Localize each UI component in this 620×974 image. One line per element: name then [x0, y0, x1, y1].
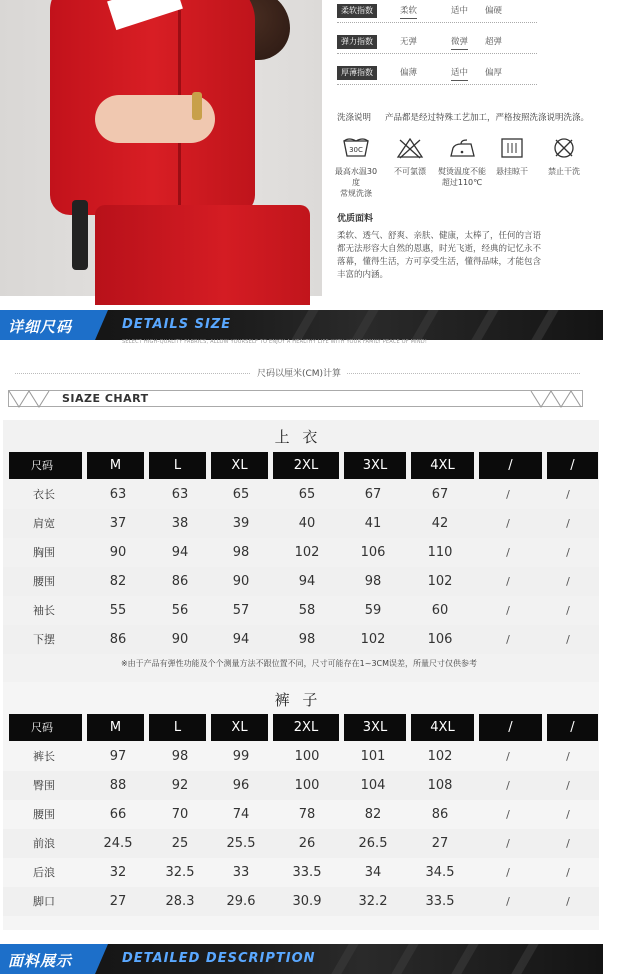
value-cell: 32 — [109, 865, 127, 880]
table-row — [3, 596, 599, 625]
wash-icon-cell — [539, 136, 589, 177]
value-cell: 97 — [109, 749, 127, 764]
value-cell: 57 — [232, 603, 250, 618]
table-row — [3, 567, 599, 596]
value-cell: 40 — [298, 516, 316, 531]
slash-cell: / — [566, 895, 570, 908]
table-row — [3, 480, 599, 509]
slash-cell: / — [566, 808, 570, 821]
indicator-divider — [337, 53, 537, 54]
indicator-option: 超弹 — [485, 37, 503, 47]
value-cell: 94 — [298, 574, 316, 589]
wash-description: 产品都是经过特殊工艺加工，严格按照洗涤说明洗涤。 — [385, 113, 590, 123]
value-cell: 32.2 — [358, 894, 388, 909]
caption-line: 禁止干洗 — [548, 167, 580, 176]
wash-icon-caption — [385, 166, 435, 177]
value-cell: 27 — [109, 894, 127, 909]
fabric-title: 优质面料 — [337, 214, 374, 224]
value-cell: 34.5 — [425, 865, 455, 880]
value-cell: 106 — [427, 632, 453, 647]
wash-title: 洗涤说明 — [337, 113, 372, 123]
caption-line: 最高水温30度 — [334, 167, 378, 187]
table-row — [3, 742, 599, 771]
slash-cell: / — [506, 837, 510, 850]
value-cell: 98 — [171, 749, 189, 764]
caption-line: 熨烫温度不能 — [438, 167, 486, 176]
svg-text:30C: 30C — [349, 146, 363, 154]
row-label: 下摆 — [33, 633, 55, 646]
wash-icon-caption — [539, 166, 589, 177]
value-cell: 90 — [232, 574, 250, 589]
value-cell: 33 — [232, 865, 250, 880]
indicator-option: 微弹 — [451, 35, 468, 50]
indicator-option: 偏厚 — [485, 68, 503, 78]
value-cell: 65 — [232, 487, 250, 502]
table-row — [3, 771, 599, 800]
value-cell: 92 — [171, 778, 189, 793]
fabric-line: 落幕，懂得生活，方可享受生活，懂得品味，才能包含 — [337, 257, 542, 267]
value-cell: 102 — [427, 749, 453, 764]
value-cell: 82 — [109, 574, 127, 589]
indicator-row — [333, 66, 603, 82]
row-label: 腰围 — [33, 575, 55, 588]
banner-english-title: DETAILS SIZE — [122, 317, 232, 332]
value-cell: 63 — [171, 487, 189, 502]
row-label: 袖长 — [33, 604, 55, 617]
value-cell: 55 — [109, 603, 127, 618]
slash-cell: / — [506, 895, 510, 908]
no-dry-clean-icon — [549, 136, 579, 160]
value-cell: 39 — [232, 516, 250, 531]
siaze-chart-bar — [8, 390, 583, 407]
value-cell: 101 — [360, 749, 386, 764]
indicator-label: 柔软指数 — [337, 4, 377, 18]
wash-icon-caption — [487, 166, 537, 177]
value-cell: 25.5 — [226, 836, 256, 851]
header-size-col: 4XL — [411, 452, 474, 479]
header-size-col: / — [479, 452, 542, 479]
table-row — [3, 538, 599, 567]
product-info-panel — [333, 0, 603, 296]
header-size-col: 3XL — [344, 452, 406, 479]
value-cell: 33.5 — [292, 865, 322, 880]
value-cell: 100 — [294, 749, 320, 764]
indicator-option: 偏硬 — [485, 6, 503, 16]
wash-icon-caption — [331, 166, 381, 199]
indicator-option: 无弹 — [400, 37, 418, 47]
product-top-section — [0, 0, 620, 296]
indicator-divider — [337, 22, 537, 23]
value-cell: 28.3 — [165, 894, 195, 909]
indicator-option: 适中 — [451, 6, 469, 16]
banner2-english-title: DETAILED DESCRIPTION — [122, 951, 316, 966]
slash-cell: / — [506, 808, 510, 821]
value-cell: 106 — [360, 545, 386, 560]
value-cell: 99 — [232, 749, 250, 764]
indicator-divider — [337, 84, 537, 85]
slash-cell: / — [506, 604, 510, 617]
chevron-right-decoration-icon — [529, 391, 584, 408]
value-cell: 98 — [298, 632, 316, 647]
value-cell: 86 — [109, 632, 127, 647]
fabric-line: 丰富的内涵。 — [337, 270, 389, 280]
value-cell: 110 — [427, 545, 453, 560]
slash-cell: / — [566, 546, 570, 559]
hang-dry-icon — [497, 136, 527, 160]
fabric-line: 都无法形容大自然的恩惠，时光飞逝，经典的记忆永不 — [337, 244, 542, 254]
value-cell: 108 — [427, 778, 453, 793]
slash-cell: / — [566, 779, 570, 792]
value-cell: 29.6 — [226, 894, 256, 909]
indicator-label: 厚薄指数 — [337, 66, 377, 80]
chevron-left-decoration-icon — [9, 391, 54, 408]
value-cell: 67 — [364, 487, 382, 502]
slash-cell: / — [566, 517, 570, 530]
table-row — [3, 887, 599, 916]
slash-cell: / — [566, 866, 570, 879]
caption-line: 不可氯漂 — [394, 167, 426, 176]
unit-note — [0, 366, 598, 379]
value-cell: 24.5 — [103, 836, 133, 851]
value-cell: 60 — [431, 603, 449, 618]
siaze-chart-title: SIAZE CHART — [62, 392, 149, 405]
slash-cell: / — [506, 517, 510, 530]
value-cell: 70 — [171, 807, 189, 822]
indicator-option: 柔软 — [400, 4, 417, 19]
wash-icon-cell — [437, 136, 487, 188]
slash-cell: / — [506, 750, 510, 763]
value-cell: 102 — [360, 632, 386, 647]
bracelet — [192, 92, 202, 120]
indicator-option: 偏薄 — [400, 68, 418, 78]
detailed-description-banner — [0, 944, 603, 974]
wash-30-icon — [341, 136, 371, 160]
slash-cell: / — [506, 546, 510, 559]
value-cell: 98 — [232, 545, 250, 560]
value-cell: 102 — [294, 545, 320, 560]
value-cell: 26.5 — [358, 836, 388, 851]
header-size-label: 尺码 — [9, 714, 82, 741]
value-cell: 25 — [171, 836, 189, 851]
value-cell: 66 — [109, 807, 127, 822]
value-cell: 104 — [360, 778, 386, 793]
header-size-col: L — [149, 452, 206, 479]
value-cell: 42 — [431, 516, 449, 531]
value-cell: 78 — [298, 807, 316, 822]
table-row — [3, 829, 599, 858]
caption-line: 超过110℃ — [441, 178, 483, 187]
slash-cell: / — [506, 488, 510, 501]
red-pants — [95, 205, 310, 305]
value-cell: 90 — [109, 545, 127, 560]
value-cell: 65 — [298, 487, 316, 502]
measure-note: ※由于产品有弹性功能及个个测量方法不跟位置不同，尺寸可能存在1~3CM误差，所量尺寸仅供参考 — [120, 659, 478, 668]
wash-icon-cell — [385, 136, 435, 177]
value-cell: 38 — [171, 516, 189, 531]
indicator-row — [333, 4, 603, 20]
row-label: 肩宽 — [33, 517, 55, 530]
slash-cell: / — [566, 604, 570, 617]
indicator-option: 适中 — [451, 66, 468, 81]
fabric-description — [337, 230, 562, 282]
value-cell: 67 — [431, 487, 449, 502]
top-table-title: 上 衣 — [274, 428, 322, 446]
slash-cell: / — [566, 575, 570, 588]
header-size-col: / — [479, 714, 542, 741]
wash-icon-caption — [437, 166, 487, 188]
banner2-tag-text: 面料展示 — [8, 952, 73, 970]
header-size-col: 3XL — [344, 714, 406, 741]
slash-cell: / — [506, 575, 510, 588]
slash-cell: / — [566, 488, 570, 501]
caption-line: 悬挂晾干 — [496, 167, 528, 176]
value-cell: 59 — [364, 603, 382, 618]
value-cell: 86 — [431, 807, 449, 822]
value-cell: 30.9 — [292, 894, 322, 909]
value-cell: 58 — [298, 603, 316, 618]
table-row — [3, 625, 599, 654]
value-cell: 37 — [109, 516, 127, 531]
value-cell: 90 — [171, 632, 189, 647]
slash-cell: / — [506, 633, 510, 646]
header-size-col: / — [547, 714, 598, 741]
row-label: 后浪 — [33, 866, 55, 879]
value-cell: 41 — [364, 516, 382, 531]
row-label: 胸围 — [33, 546, 55, 559]
slash-cell: / — [506, 779, 510, 792]
table-row — [3, 509, 599, 538]
row-label: 裤长 — [33, 750, 55, 763]
caption-line: 常规洗涤 — [340, 189, 372, 198]
table-header — [9, 452, 599, 479]
slash-cell: / — [506, 866, 510, 879]
value-cell: 63 — [109, 487, 127, 502]
value-cell: 34 — [364, 865, 382, 880]
value-cell: 100 — [294, 778, 320, 793]
header-size-col: L — [149, 714, 206, 741]
header-size-col: 2XL — [273, 452, 339, 479]
table-header — [9, 714, 599, 741]
header-size-col: XL — [211, 452, 268, 479]
row-label: 脚口 — [33, 895, 55, 908]
value-cell: 94 — [171, 545, 189, 560]
slash-cell: / — [566, 633, 570, 646]
black-bag — [72, 200, 88, 270]
details-size-banner — [0, 310, 603, 340]
value-cell: 56 — [171, 603, 189, 618]
table-row — [3, 858, 599, 887]
value-cell: 27 — [431, 836, 449, 851]
value-cell: 33.5 — [425, 894, 455, 909]
no-bleach-icon — [395, 136, 425, 160]
wash-icon-cell — [487, 136, 537, 177]
value-cell: 82 — [364, 807, 382, 822]
row-label: 臀围 — [33, 779, 55, 792]
value-cell: 86 — [171, 574, 189, 589]
row-label: 前浪 — [33, 837, 55, 850]
value-cell: 94 — [232, 632, 250, 647]
value-cell: 88 — [109, 778, 127, 793]
unit-note-text: 尺码以厘米(CM)计算 — [251, 369, 347, 379]
banner-tag-text: 详细尺码 — [8, 318, 73, 336]
header-size-col: 2XL — [273, 714, 339, 741]
value-cell: 26 — [298, 836, 316, 851]
fabric-line: 柔软、透气、舒爽、亲肤、健康，太棒了，任何的言语 — [337, 231, 542, 241]
pants-table-title: 裤 子 — [274, 691, 322, 709]
header-size-col: M — [87, 714, 144, 741]
row-label: 衣长 — [33, 488, 55, 501]
row-label: 腰围 — [33, 808, 55, 821]
iron-icon — [447, 136, 477, 160]
header-size-col: 4XL — [411, 714, 474, 741]
value-cell: 96 — [232, 778, 250, 793]
wash-icon-cell — [331, 136, 381, 199]
header-size-col: M — [87, 452, 144, 479]
header-size-col: / — [547, 452, 598, 479]
value-cell: 102 — [427, 574, 453, 589]
value-cell: 98 — [364, 574, 382, 589]
indicator-row — [333, 35, 603, 51]
slash-cell: / — [566, 837, 570, 850]
value-cell: 32.5 — [165, 865, 195, 880]
banner-subtitle: SELECT HIGH-QUALITY FABRICS, ALLOW YOURSELF TO ENJOY A HEALTHY LIFE WITH YOUR FAMILY PEACE OF MIND! — [122, 339, 428, 345]
indicator-label: 弹力指数 — [337, 35, 377, 49]
value-cell: 74 — [232, 807, 250, 822]
header-size-col: XL — [211, 714, 268, 741]
product-photo — [0, 0, 322, 296]
slash-cell: / — [566, 750, 570, 763]
header-size-label: 尺码 — [9, 452, 82, 479]
table-row — [3, 800, 599, 829]
